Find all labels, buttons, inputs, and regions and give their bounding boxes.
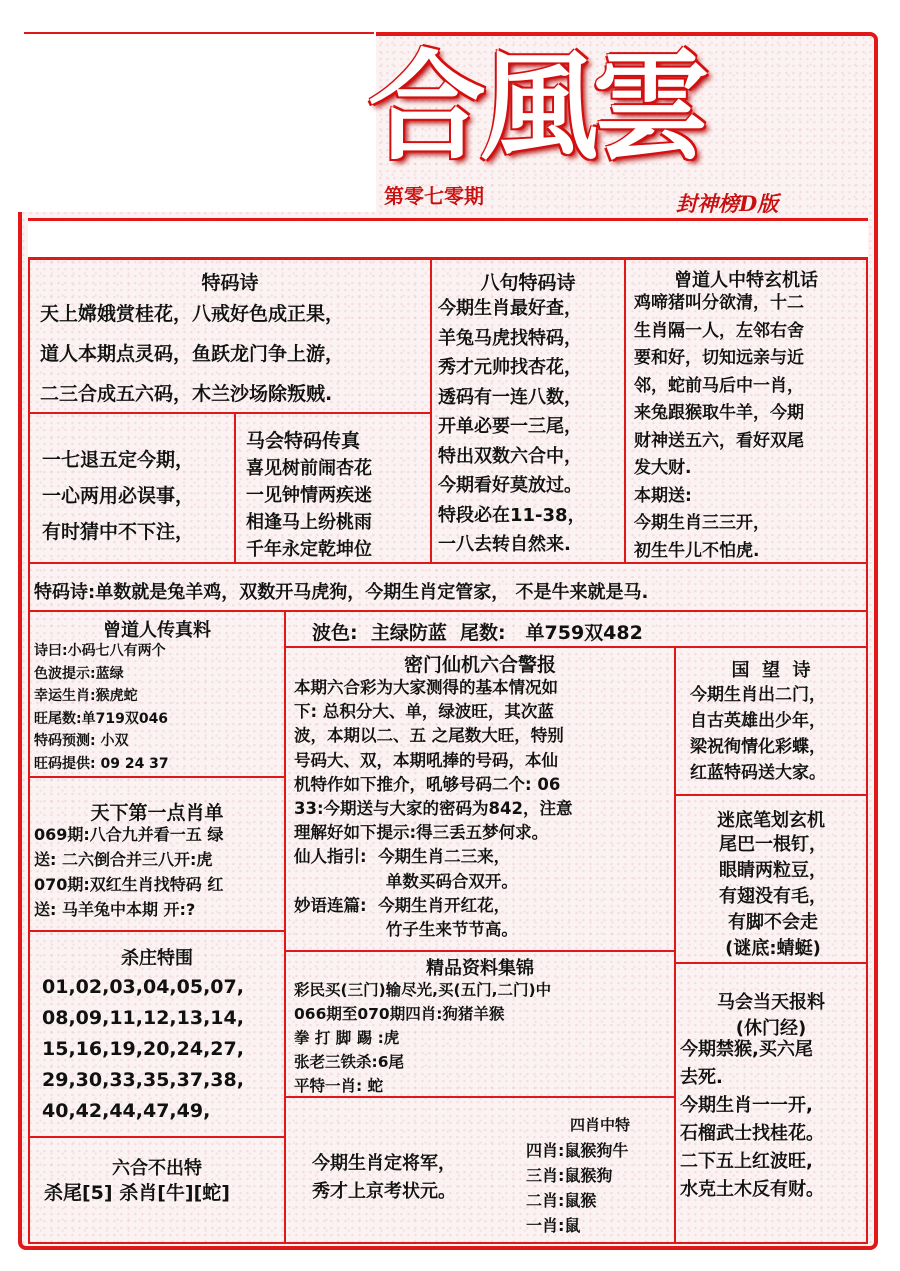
poem-two-line: 一七退五定今期， [42,449,195,471]
mahui-fax-line: 喜见树前闹杏花 [246,458,372,479]
liuhe-line: 杀尾[5] 杀肖[牛][蛇] [44,1182,230,1204]
zengdao-lines [634,290,804,565]
tianxia-title: 天下第一点肖单 [90,802,224,824]
jingpin-lines [294,978,551,1098]
guowang-line: 今期生肖出二门， [690,685,826,705]
zengdao-title: 曾道人中特玄机话 [674,270,818,291]
guowang-title: 国 望 诗 [731,660,811,681]
poem-two-lines [42,442,194,550]
eight-line-line: 今期生肖最好查， [438,298,582,319]
mahui-fax-line: 一见钟情两疾迷 [246,485,372,506]
riddle-line: 有脚不会走 [728,912,818,933]
jingpin-line: 066期至070期四肖:狗猪羊猴 [294,1005,505,1023]
tianxia-line: 送: 二六倒合并三八开:虎 [34,850,213,869]
sixiao-line: 一肖:鼠 [526,1216,581,1235]
mimen-line: 理解好如下提示:得三丢五梦何求。 [294,823,549,843]
poem-lines [40,294,344,414]
mahui-report-subtitle: (休门经) [735,1018,807,1039]
jingpin-line: 平特一肖: 蛇 [294,1077,384,1095]
general-lines [312,1150,456,1206]
poem-panel [28,258,432,414]
jingpin-line: 彩民买(三门)输尽光,买(五门,二门)中 [294,981,552,999]
mimen-lines [294,676,573,942]
banner-panel [28,562,868,612]
riddle-title: 迷底笔划玄机 [717,810,825,831]
guowang-line: 红蓝特码送大家。 [690,763,826,783]
zengdao-fax-title: 曾道人传真料 [103,620,211,641]
shazhuang-line: 29,30,33,35,37,38, [42,1069,244,1091]
zengdao-fax-line: 旺尾数:单719双046 [34,710,169,727]
poem-two-panel [28,412,236,564]
mahui-fax-line: 相逢马上纷桃雨 [246,512,372,533]
mimen-line: 妙语连篇: 今期生肖开红花， [294,895,511,915]
sixiao-title: 四肖中特 [570,1116,631,1134]
eight-line-line: 今期看好莫放过。 [438,475,582,496]
zengdao-line: 鸡啼猪叫分欲清，十二 [634,293,804,313]
wave-text: 波色: 主绿防蓝 尾数: 单759双482 [312,622,643,644]
sixiao-line: 四肖:鼠猴狗牛 [526,1141,629,1160]
tianxia-panel [28,776,286,932]
jingpin-line: 张老三铁杀:6尾 [294,1053,404,1071]
eight-line-line: 特出双数六合中， [438,445,582,467]
eight-line-lines [438,294,586,560]
sixiao-line: 三肖:鼠猴狗 [526,1166,613,1185]
mahui-fax-line: 千年永定乾坤位 [246,539,372,560]
shazhuang-panel [28,930,286,1138]
zengdao-fax-panel [28,610,286,778]
tianxia-lines [34,822,223,922]
mahui-report-title: 马会当天报料 [717,992,825,1013]
mahui-report-panel [674,962,868,1244]
zengdao-line: 本期送: [634,485,692,506]
general-panel [284,1096,676,1244]
mahui-report-lines [680,1036,824,1204]
mimen-line: 本期六合彩为大家测得的基本情况如 [294,678,558,697]
mimen-line: 仙人指引: 今期生肖二三来， [294,847,511,867]
general-line: 今期生肖定将军， [312,1153,456,1174]
zengdao-fax-lines [34,640,169,775]
mimen-line: 波，本期以二、五 之尾数大旺，特别 [294,726,564,746]
guowang-panel [674,646,868,796]
tianxia-line: 送: 马羊兔中本期 开:? [34,900,196,919]
eight-line-line: 开单必要一三尾， [438,416,582,437]
mahui-report-line: 水克土木反有财。 [680,1179,824,1200]
eight-line-line: 羊兔马虎找特码， [438,327,582,349]
zengdao-fax-line: 诗曰:小码七八有两个 [34,643,166,659]
mahui-report-line: 石榴武士找桂花。 [680,1123,824,1144]
zengdao-line: 要和好，切知远亲与近 [634,348,804,368]
eight-line-line: 一八去转自然来. [438,534,571,555]
edition-label: 封神榜D版 [676,191,779,216]
shazhuang-title: 杀庄特围 [121,948,193,969]
top-rule [24,32,374,34]
zengdao-fax-line: 色波提示:蓝绿 [34,665,124,682]
guowang-line: 梁祝徇情化彩蝶， [690,737,826,757]
mahui-fax-lines [246,428,372,563]
masthead-title: 合風雲 [368,37,705,176]
tianxia-line: 069期:八合九并看一五 绿 [34,825,224,844]
riddle-line: 有翅没有毛， [719,886,827,907]
eight-line-line: 特段必在11-38， [438,504,586,526]
mahui-fax-title: 马会特码传真 [246,430,361,452]
poem-line: 二三合成五六码，木兰沙场除叛贼. [40,383,333,405]
wave-panel [284,610,868,648]
riddle-answer: (谜底:蜻蜓) [725,938,821,959]
mahui-report-line: 今期禁猴,买六尾 [680,1039,813,1060]
issue-number: 第零七零期 [384,184,484,208]
header-bar [28,218,868,260]
eight-line-panel [430,258,626,564]
mimen-line: 竹子生来节节高。 [294,920,518,940]
zengdao-fax-line: 特码预测: 小双 [34,733,129,749]
poem-two-line: 一心两用必误事， [42,485,195,507]
zengdao-fax-line: 幸运生肖:猴虎蛇 [34,688,138,704]
shazhuang-line: 40,42,44,47,49, [42,1100,211,1122]
zengdao-line: 初生牛儿不怕虎. [634,540,760,561]
zengdao-line: 今期生肖三三开， [634,513,770,533]
mahui-fax-panel [234,412,432,564]
zengdao-line: 生肖隔一人，左邻右舍 [634,320,804,341]
sixiao-lines [526,1138,628,1238]
liuhe-title: 六合不出特 [112,1158,202,1179]
mimen-line: 机特作如下推介，吼够号码二个: 06 [294,774,561,794]
mimen-panel [284,646,676,952]
poem-title: 特码诗 [201,272,259,294]
shazhuang-line: 01,02,03,04,05,07, [42,976,244,998]
poem-line: 天上嫦娥赏桂花，八戒好色成正果， [40,303,345,325]
zengdao-fax-line: 旺码提供: 09 24 37 [34,755,169,772]
shazhuang-line: 15,16,19,20,24,27, [42,1038,244,1060]
banner-text: 特码诗:单数就是兔羊鸡，双数开马虎狗，今期生肖定管家， 不是牛来就是马. [34,582,649,603]
mimen-title: 密门仙机六合警报 [403,654,556,676]
poem-two-line: 有时猜中不下注， [42,521,195,543]
guowang-line: 自古英雄出少年， [690,711,826,731]
zengdao-line: 发大财. [634,458,692,478]
jingpin-title: 精品资料集锦 [426,958,534,979]
shazhuang-lines [42,972,244,1127]
sixiao-line: 二肖:鼠猴 [526,1191,597,1210]
general-line: 秀才上京考状元。 [312,1181,456,1202]
jingpin-line: 拳 打 脚 踢 :虎 [294,1029,400,1047]
zengdao-panel [624,258,868,564]
zengdao-line: 邻，蛇前马后中一肖， [634,375,804,396]
mahui-report-line: 二下五上红波旺, [680,1151,813,1172]
riddle-line: 眼睛两粒豆， [719,860,827,881]
eight-line-line: 透码有一连八数， [438,386,582,408]
zengdao-line: 来兔跟猴取牛羊，今期 [634,403,804,423]
zengdao-line: 财神送五六，看好双尾 [634,430,804,451]
mimen-line: 下: 总积分大、单，绿波旺，其次蓝 [294,702,554,722]
riddle-lines [676,832,870,962]
mimen-line: 33:今期送与大家的密码为842，注意 [294,799,573,819]
liuhe-panel [28,1136,286,1244]
poem-line: 道人本期点灵码，鱼跃龙门争上游， [40,343,345,365]
tianxia-line: 070期:双红生肖找特码 红 [34,875,224,894]
mimen-line: 单数买码合双开。 [294,871,518,891]
eight-line-line: 秀才元帅找杏花， [438,357,582,378]
mahui-report-line: 今期生肖一一开, [680,1095,813,1116]
mahui-report-line: 去死. [680,1067,723,1088]
eight-line-title: 八句特码诗 [480,272,576,294]
mimen-line: 号码大、双，本期吼捧的号码，本仙 [294,750,558,770]
jingpin-panel [284,950,676,1098]
shazhuang-line: 08,09,11,12,13,14, [42,1007,244,1029]
guowang-lines [690,682,826,786]
riddle-line: 尾巴一根钉， [719,834,827,855]
riddle-panel [674,794,868,964]
